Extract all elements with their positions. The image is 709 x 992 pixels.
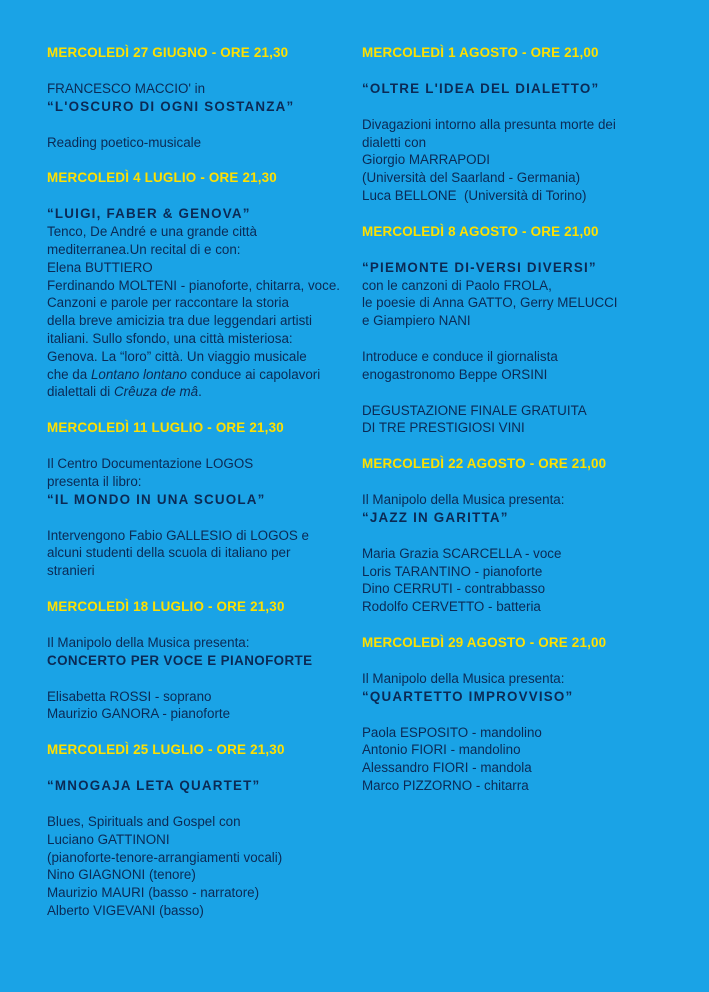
event-line: Elisabetta ROSSI - soprano bbox=[47, 688, 212, 704]
event-intro: Il Centro Documentazione LOGOS bbox=[47, 456, 254, 472]
event-line: Blues, Spirituals and Gospel con bbox=[47, 813, 241, 829]
event-line: Luca BELLONE (Università di Torino) bbox=[362, 187, 587, 203]
event-intro: presenta il libro: bbox=[47, 473, 142, 489]
event-line: Alessandro FIORI - mandola bbox=[362, 760, 532, 776]
event-title: “L'OSCURO DI OGNI SOSTANZA” bbox=[47, 98, 295, 114]
event-title: “MNOGAJA LETA QUARTET” bbox=[47, 778, 261, 794]
song-title-italic: Lontano lontano bbox=[90, 366, 187, 382]
event-date-heading: MERCOLEDÌ 8 AGOSTO - ORE 21,00 bbox=[362, 223, 599, 239]
event-29-agosto bbox=[362, 634, 662, 795]
event-line: Loris TARANTINO - pianoforte bbox=[362, 563, 543, 579]
event-line: Maurizio MAURI (basso - narratore) bbox=[47, 885, 260, 901]
right-column bbox=[362, 44, 662, 795]
event-title: “PIEMONTE DI-VERSI DIVERSI” bbox=[362, 259, 597, 275]
event-18-luglio bbox=[47, 598, 347, 741]
event-line: e Giampiero NANI bbox=[362, 313, 471, 329]
event-date-heading: MERCOLEDÌ 11 LUGLIO - ORE 21,30 bbox=[47, 420, 284, 436]
event-line: Introduce e conduce il giornalista bbox=[362, 348, 558, 364]
event-1-agosto bbox=[362, 44, 662, 223]
event-line: Ferdinando MOLTENI - pianoforte, chitarra, voce. bbox=[47, 277, 340, 293]
event-line: della breve amicizia tra due leggendari artisti bbox=[47, 313, 312, 329]
event-4-luglio bbox=[47, 169, 347, 419]
event-line: Giorgio MARRAPODI bbox=[362, 152, 490, 168]
event-22-agosto bbox=[362, 455, 662, 634]
event-title: “JAZZ IN GARITTA” bbox=[362, 509, 509, 525]
event-25-luglio bbox=[47, 741, 347, 920]
event-line: italiani. Sullo sfondo, una città misteriosa: bbox=[47, 330, 293, 346]
event-line: DEGUSTAZIONE FINALE GRATUITA bbox=[362, 402, 587, 418]
event-title: “QUARTETTO IMPROVVISO” bbox=[362, 688, 574, 704]
text-segment: dialettali di bbox=[47, 384, 114, 400]
event-line: dialetti con bbox=[362, 134, 427, 150]
event-line: Alberto VIGEVANI (basso) bbox=[47, 902, 204, 918]
event-intro: Il Manipolo della Musica presenta: bbox=[362, 492, 565, 508]
event-line: Nino GIAGNONI (tenore) bbox=[47, 867, 196, 883]
event-date-heading: MERCOLEDÌ 18 LUGLIO - ORE 21,30 bbox=[47, 598, 285, 614]
event-line: con le canzoni di Paolo FROLA, bbox=[362, 277, 552, 293]
event-line: Genova. La “loro” città. Un viaggio musicale bbox=[47, 348, 307, 364]
event-title: “LUIGI, FABER & GENOVA” bbox=[47, 206, 251, 222]
event-8-agosto bbox=[362, 223, 662, 455]
event-line: stranieri bbox=[47, 563, 95, 579]
event-line: le poesie di Anna GATTO, Gerry MELUCCI bbox=[362, 295, 618, 311]
event-date-heading: MERCOLEDÌ 22 AGOSTO - ORE 21,00 bbox=[362, 456, 607, 472]
event-author: FRANCESCO MACCIO' in bbox=[47, 81, 206, 96]
event-line: (Università del Saarland - Germania) bbox=[362, 170, 581, 186]
event-title: CONCERTO PER VOCE E PIANOFORTE bbox=[47, 652, 313, 668]
event-line: Maria Grazia SCARCELLA - voce bbox=[362, 545, 562, 561]
event-intro: Il Manipolo della Musica presenta: bbox=[362, 670, 565, 686]
event-line: Paola ESPOSITO - mandolino bbox=[362, 724, 542, 740]
event-title: “OLTRE L'IDEA DEL DIALETTO” bbox=[362, 81, 600, 96]
event-line: Rodolfo CERVETTO - batteria bbox=[362, 599, 541, 615]
event-date-heading: MERCOLEDÌ 27 GIUGNO - ORE 21,30 bbox=[47, 45, 289, 60]
event-date-heading: MERCOLEDÌ 25 LUGLIO - ORE 21,30 bbox=[47, 742, 285, 758]
event-line bbox=[47, 383, 347, 401]
event-line: Dino CERRUTI - contrabbasso bbox=[362, 581, 546, 597]
text-segment: . bbox=[198, 384, 202, 400]
left-column bbox=[47, 44, 347, 920]
event-date-heading: MERCOLEDÌ 29 AGOSTO - ORE 21,00 bbox=[362, 634, 607, 650]
event-line: Marco PIZZORNO - chitarra bbox=[362, 777, 529, 793]
event-date-heading: MERCOLEDÌ 4 LUGLIO - ORE 21,30 bbox=[47, 170, 277, 186]
event-line: mediterranea.Un recital di e con: bbox=[47, 241, 241, 257]
event-line: Luciano GATTINONI bbox=[47, 831, 170, 847]
event-title: “IL MONDO IN UNA SCUOLA” bbox=[47, 491, 266, 507]
event-line: Tenco, De André e una grande città bbox=[47, 224, 257, 240]
event-subtitle: Reading poetico-musicale bbox=[47, 134, 202, 150]
event-11-luglio bbox=[47, 419, 347, 598]
text-segment: conduce ai capolavori bbox=[187, 366, 321, 382]
event-line: Maurizio GANORA - pianoforte bbox=[47, 706, 231, 722]
event-line: Antonio FIORI - mandolino bbox=[362, 742, 521, 758]
event-line: Divagazioni intorno alla presunta morte dei bbox=[362, 116, 616, 132]
event-line: Canzoni e parole per raccontare la storia bbox=[47, 295, 289, 311]
text-segment: che da bbox=[47, 366, 91, 382]
event-27-giugno bbox=[47, 44, 347, 169]
event-line: alcuni studenti della scuola di italiano per bbox=[47, 545, 291, 561]
event-intro: Il Manipolo della Musica presenta: bbox=[47, 634, 250, 650]
event-date-heading: MERCOLEDÌ 1 AGOSTO - ORE 21,00 bbox=[362, 45, 599, 60]
album-title-italic: Crêuza de mâ bbox=[114, 384, 199, 400]
event-line: enogastronomo Beppe ORSINI bbox=[362, 366, 548, 382]
event-line: Intervengono Fabio GALLESIO di LOGOS e bbox=[47, 527, 310, 543]
event-line: DI TRE PRESTIGIOSI VINI bbox=[362, 420, 525, 436]
event-line bbox=[47, 366, 347, 384]
event-line: (pianoforte-tenore-arrangiamenti vocali) bbox=[47, 849, 283, 865]
event-line: Elena BUTTIERO bbox=[47, 259, 153, 275]
